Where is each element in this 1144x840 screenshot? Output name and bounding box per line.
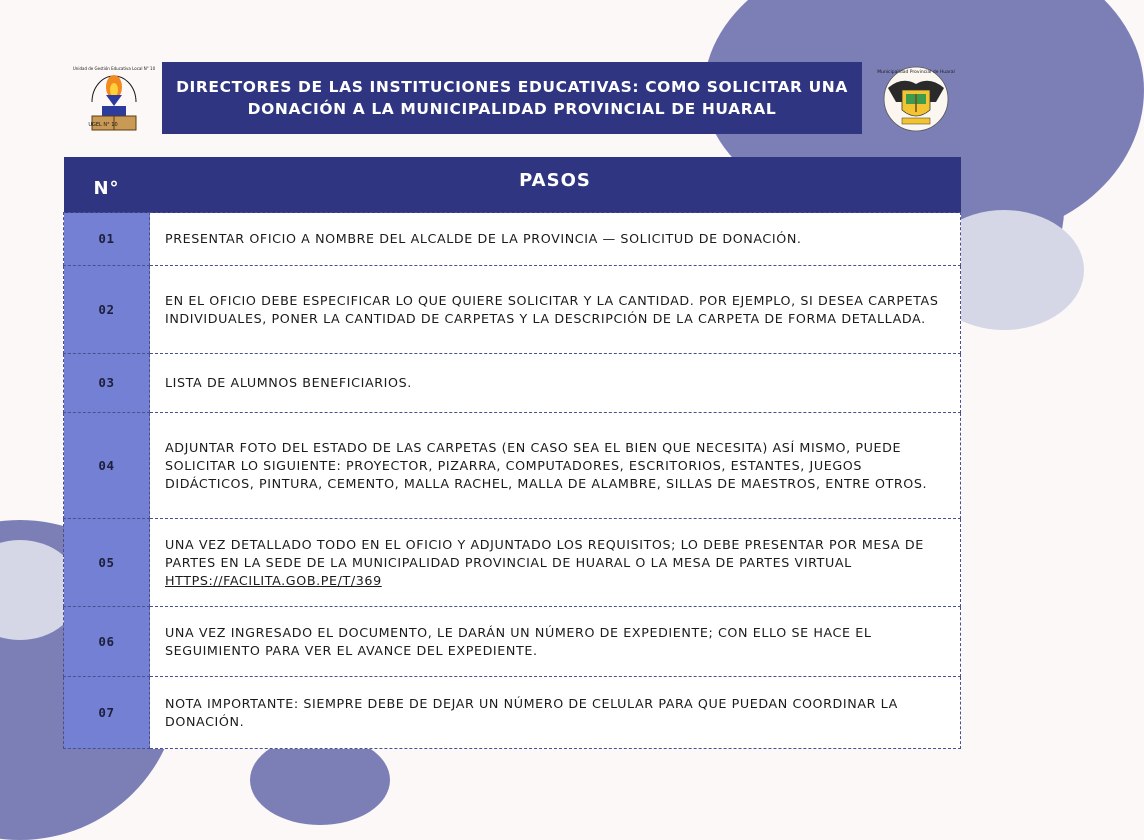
table-row xyxy=(64,607,961,677)
table-row xyxy=(64,213,961,266)
page-title xyxy=(162,62,862,134)
facilita-link[interactable]: HTTPS://FACILITA.GOB.PE/T/369 xyxy=(165,572,382,588)
table-row xyxy=(64,266,961,354)
header-number: N° xyxy=(64,157,150,213)
step-number: 05 xyxy=(64,519,150,607)
step-number: 04 xyxy=(64,413,150,519)
steps-table xyxy=(63,157,961,749)
step-text: NOTA IMPORTANTE: SIEMPRE DEBE DE DEJAR UN NÚMERO DE CELULAR PARA QUE PUEDAN COORDINAR LA DONACIÓN. xyxy=(150,677,961,749)
page-title-text: DIRECTORES DE LAS INSTITUCIONES EDUCATIVAS: COMO SOLICITAR UNA DONACIÓN A LA MUNICIPALIDAD PROVINCIAL DE HUARAL xyxy=(176,78,848,118)
table-row xyxy=(64,354,961,413)
step-number: 03 xyxy=(64,354,150,413)
ugel-badge-text: UGEL N° 10 xyxy=(88,122,118,128)
table-header-row xyxy=(64,157,961,213)
table-row xyxy=(64,519,961,607)
ugel-logo xyxy=(72,62,156,136)
step-text: UNA VEZ INGRESADO EL DOCUMENTO, LE DARÁN UN NÚMERO DE EXPEDIENTE; CON ELLO SE HACE EL SEGUIMIENTO PARA VER EL AVANCE DEL EXPEDIENTE. xyxy=(150,607,961,677)
ugel-logo-text: Unidad de Gestión Educativa Local N° 10 xyxy=(72,66,156,71)
step-number: 07 xyxy=(64,677,150,749)
table-row xyxy=(64,413,961,519)
municipalidad-logo-text: Municipalidad Provincial de Huaral xyxy=(877,70,955,75)
step-text: UNA VEZ DETALLADO TODO EN EL OFICIO Y ADJUNTADO LOS REQUISITOS; LO DEBE PRESENTAR POR MESA DE PARTES EN LA SEDE DE LA MUNICIPALIDAD PROVINCIAL DE HUARAL O LA MESA DE PARTES VIRTUAL xyxy=(165,536,924,570)
municipalidad-huaral-logo xyxy=(876,62,956,136)
step-number: 06 xyxy=(64,607,150,677)
step-cell xyxy=(150,519,961,607)
step-number: 01 xyxy=(64,213,150,266)
step-text: PRESENTAR OFICIO A NOMBRE DEL ALCALDE DE LA PROVINCIA — SOLICITUD DE DONACIÓN. xyxy=(150,213,961,266)
table-row xyxy=(64,677,961,749)
step-number: 02 xyxy=(64,266,150,354)
step-text: EN EL OFICIO DEBE ESPECIFICAR LO QUE QUIERE SOLICITAR Y LA CANTIDAD. POR EJEMPLO, SI DESEA CARPETAS INDIVIDUALES, PONER LA CANTIDAD DE CARPETAS Y LA DESCRIPCIÓN DE LA CARPETA DE FORMA DETALLADA. xyxy=(150,266,961,354)
step-text: LISTA DE ALUMNOS BENEFICIARIOS. xyxy=(150,354,961,413)
step-text: ADJUNTAR FOTO DEL ESTADO DE LAS CARPETAS (EN CASO SEA EL BIEN QUE NECESITA) ASÍ MISMO, PUEDE SOLICITAR LO SIGUIENTE: PROYECTOR, PIZARRA, COMPUTADORES, ESCRITORIOS, ESTANTES, JUEGOS DIDÁCTICOS, PINTURA, CEMENTO, MALLA RACHEL, MALLA DE ALAMBRE, SILLAS DE MAESTROS, ENTRE OTROS. xyxy=(150,413,961,519)
header-steps: PASOS xyxy=(150,157,961,213)
